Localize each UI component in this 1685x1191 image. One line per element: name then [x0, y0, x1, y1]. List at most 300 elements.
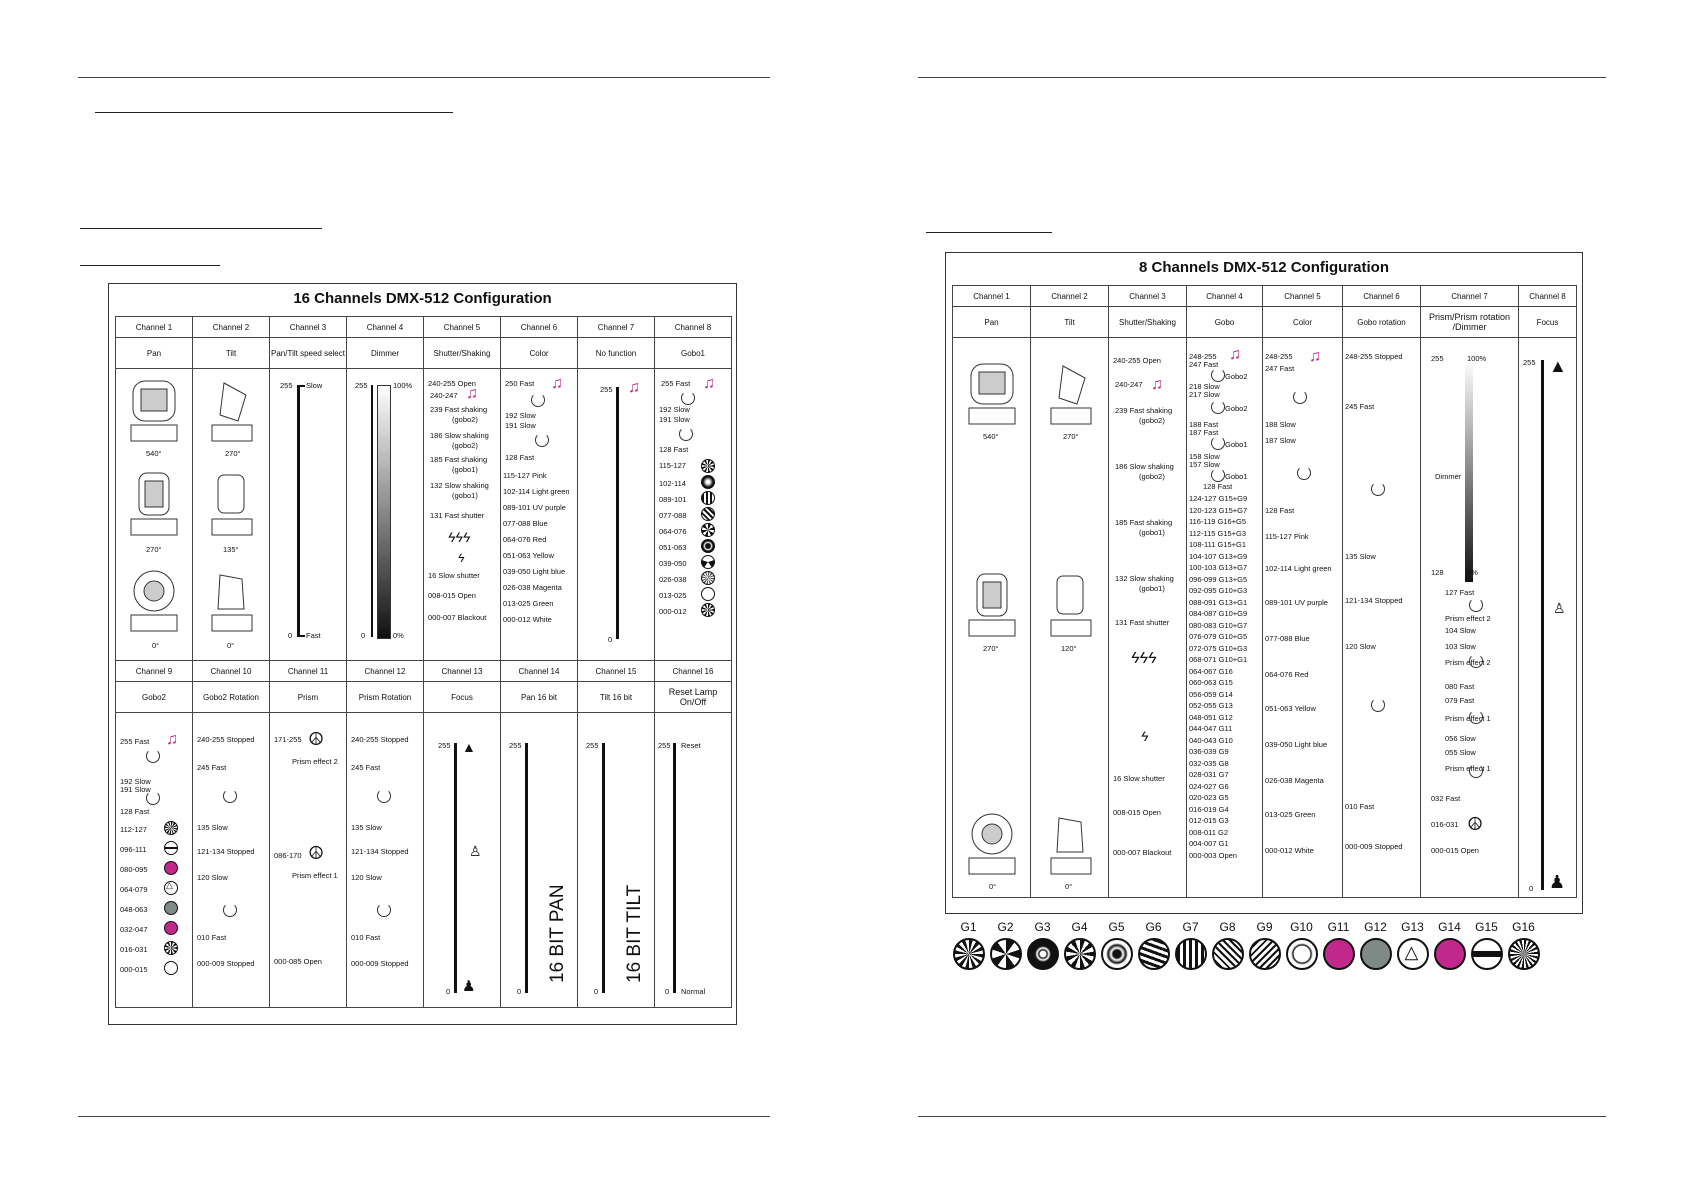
- shutter-value: (gobo2): [452, 415, 478, 424]
- gobo-legend-label: G6: [1145, 920, 1162, 934]
- shutter-value: 186 Slow shaking: [430, 431, 489, 440]
- gobo2-rotation-value: 135 Slow: [197, 823, 228, 832]
- name-pan16: Pan 16 bit: [501, 682, 578, 713]
- prism-value: Prism effect 2: [292, 757, 338, 766]
- dimmer-top-label: 100%: [393, 381, 413, 390]
- e-prism-cell: [1421, 338, 1519, 898]
- e-gobo-list-item: 000-003 Open: [1189, 850, 1237, 860]
- music-note-icon: ♫: [1151, 376, 1163, 393]
- triangle-icon: △: [166, 880, 173, 890]
- speed-tick: [297, 635, 305, 637]
- gobo-legend-item: [1357, 920, 1394, 970]
- gobo-g8-icon: [1212, 938, 1244, 970]
- e-gobo-list-item: 096-099 G13+G5: [1189, 574, 1248, 584]
- e-color-value: 077-088 Blue: [1265, 634, 1310, 643]
- shutter-value: 132 Slow shaking: [430, 481, 489, 490]
- gobo2-value: 064-079: [120, 885, 148, 894]
- e-header-ch7: Channel 7: [1421, 286, 1519, 307]
- rotation-arrow-icon: [1469, 598, 1483, 612]
- gobo-icon: [701, 475, 715, 489]
- e-gobo-list-item: 072-075 G10+G3: [1189, 643, 1248, 653]
- e-name-pan: Pan: [953, 307, 1031, 338]
- music-note-icon: ♫: [466, 385, 478, 402]
- gobo-g12-icon: [1360, 938, 1392, 970]
- lightning-icon: ϟϟϟ: [448, 529, 471, 545]
- fixture-icon: [125, 469, 183, 541]
- dimmer-bottom-label: 0%: [393, 631, 404, 640]
- rotation-arrow-icon: [1293, 390, 1307, 404]
- e-pan-cell: [953, 338, 1031, 898]
- fixture-icon: [1041, 358, 1099, 430]
- reset-bottom: 0: [665, 987, 670, 996]
- gobo-legend-item: [1024, 920, 1061, 970]
- e-focus-bar: [1541, 360, 1544, 890]
- speed-top-value: 255: [280, 381, 293, 390]
- tilt-angle-2: 135°: [223, 545, 239, 554]
- gobo-legend-label: G11: [1327, 920, 1350, 934]
- color-value: 026-038 Magenta: [503, 583, 562, 592]
- gobo2-value: 192 Slow: [120, 777, 151, 786]
- e-gobo-value: Gobo2: [1225, 372, 1248, 381]
- rotation-arrow-icon: [1469, 654, 1483, 668]
- e-pan-angle-3: 0°: [989, 882, 997, 891]
- shutter-value: 131 Fast shutter: [430, 511, 485, 520]
- e-shutter-value: 239 Fast shaking: [1115, 406, 1173, 415]
- gobo-g1-icon: [953, 938, 985, 970]
- music-note-icon: ♫: [1229, 346, 1241, 363]
- pan16-top: 255: [509, 741, 522, 750]
- gobo1-value: 051-063: [659, 543, 687, 552]
- color-value: 013-025 Green: [503, 599, 554, 608]
- e-color-value: 013-025 Green: [1265, 810, 1316, 819]
- e-shutter-value: 132 Slow shaking: [1115, 574, 1174, 583]
- reset-top: 255: [658, 741, 671, 750]
- gobo-icon: [701, 587, 715, 601]
- sixteen-channel-panel: [108, 283, 737, 1025]
- music-note-icon: ♫: [628, 379, 640, 396]
- tilt16-cell: [578, 713, 655, 1008]
- gobo-icon: [164, 861, 178, 875]
- color-value: 051-063 Yellow: [503, 551, 554, 560]
- prism-rotation-cell: [347, 713, 424, 1008]
- dimmer-cell: [347, 369, 424, 661]
- pan-angle-2: 270°: [146, 545, 162, 554]
- e-shutter-value: (gobo1): [1139, 528, 1165, 537]
- fixture-icon: [202, 375, 260, 447]
- e-gobo-list-item: 064-067 G16: [1189, 666, 1233, 676]
- shutter-cell: [424, 369, 501, 661]
- e-prism-value: 103 Slow: [1445, 642, 1476, 651]
- gobo-legend-label: G14: [1438, 920, 1461, 934]
- gobo1-value: 064-076: [659, 527, 687, 536]
- name-gobo2-rotation: Gobo2 Rotation: [193, 682, 270, 713]
- e-gobo-list-item: 020-023 G5: [1189, 793, 1229, 802]
- speed-top-label: Slow: [306, 381, 323, 390]
- color-cell: [501, 369, 578, 661]
- e-prism-value: Prism effect 2: [1445, 614, 1491, 623]
- gobo-icon: [701, 459, 715, 473]
- gobo-g11-icon: [1323, 938, 1355, 970]
- header-ch4: Channel 4: [347, 317, 424, 338]
- fixture-icon: [963, 808, 1021, 880]
- color-value: 102-114 Light green: [503, 487, 570, 496]
- gobo-legend-label: G2: [997, 920, 1014, 934]
- e-color-value: 115-127 Pink: [1265, 532, 1309, 541]
- e-gobo-list-item: 076-079 G10+G5: [1189, 632, 1248, 641]
- shutter-value: (gobo1): [452, 465, 478, 474]
- lightning-icon: ϟ: [1141, 728, 1149, 744]
- header-ch11: Channel 11: [270, 661, 347, 682]
- name-prism: Prism: [270, 682, 347, 713]
- color-value: 039-050 Light blue: [503, 567, 566, 576]
- bottom-rule-right: [918, 1116, 1606, 1117]
- dimmer-axis: [371, 385, 373, 637]
- prism-value: Prism effect 1: [292, 871, 338, 880]
- header-ch1: Channel 1: [116, 317, 193, 338]
- e-name-gobo-rotation: Gobo rotation: [1343, 307, 1421, 338]
- gobo2-rotation-value: 000-009 Stopped: [197, 959, 255, 968]
- prism-rotation-value: 121-134 Stopped: [351, 847, 409, 856]
- e-shutter-value: 131 Fast shutter: [1115, 618, 1170, 627]
- prism-cell: [270, 713, 347, 1008]
- e-header-ch6: Channel 6: [1343, 286, 1421, 307]
- e-gobo-list-item: 108-111 G15+G1: [1189, 540, 1247, 549]
- name-nofunction: No function: [578, 338, 655, 369]
- gobo-legend-item: [1394, 920, 1431, 970]
- rotation-arrow-icon: [1469, 764, 1483, 778]
- gobo2-rotation-value: 121-134 Stopped: [197, 847, 255, 856]
- name-gobo1: Gobo1: [655, 338, 732, 369]
- color-value: 128 Fast: [505, 453, 535, 462]
- e-gobo-value: 248-255: [1189, 352, 1217, 361]
- e-name-focus: Focus: [1519, 307, 1577, 338]
- e-name-prism: Prism/Prism rotation /Dimmer: [1421, 307, 1519, 338]
- fixture-icon: [963, 358, 1021, 430]
- e-prism-value: 128: [1431, 568, 1444, 577]
- e-gobo-rotation-value: 245 Fast: [1345, 402, 1375, 411]
- pan-cell: [116, 369, 193, 661]
- fixture-icon: [125, 565, 183, 637]
- gobo-legend-item: [1209, 920, 1246, 970]
- rotation-arrow-icon: [1371, 482, 1385, 496]
- e-header-ch4: Channel 4: [1187, 286, 1263, 307]
- rotation-arrow-icon: [681, 391, 695, 405]
- shutter-value: (gobo1): [452, 491, 478, 500]
- music-note-icon: ♫: [1309, 348, 1321, 365]
- e-gobo-value: 158 Slow: [1189, 452, 1220, 461]
- gobo2-rotation-value: 120 Slow: [197, 873, 228, 882]
- gobo-icon: [701, 507, 715, 521]
- gobo-legend-item: [1246, 920, 1283, 970]
- gobo1-value: 191 Slow: [659, 415, 690, 424]
- e-color-value: 128 Fast: [1265, 506, 1295, 515]
- e-prism-value: 0%: [1467, 568, 1478, 577]
- gobo2-value: 191 Slow: [120, 785, 151, 794]
- e-gobo-list-item: 124-127 G15+G9: [1189, 494, 1248, 503]
- e-gobo-value: 217 Slow: [1189, 390, 1220, 399]
- fixture-icon: [202, 469, 260, 541]
- e-shutter-value: 240-247: [1115, 380, 1143, 389]
- e-gobo-list-item: 008-011 G2: [1189, 827, 1229, 837]
- sixteen-table: [115, 316, 732, 1008]
- rotation-arrow-icon: [1211, 368, 1225, 382]
- speed-bar: [297, 385, 300, 637]
- speed-bottom-value: 0: [288, 631, 293, 640]
- e-gobo-rotation-value: 248-255 Stopped: [1345, 352, 1403, 361]
- e-gobo-list-item: 120-123 G15+G7: [1189, 505, 1248, 515]
- gobo-g4-icon: [1064, 938, 1096, 970]
- header-ch13: Channel 13: [424, 661, 501, 682]
- e-prism-value: 016-031: [1431, 820, 1459, 829]
- e-gobo-list-item: 084-087 G10+G9: [1189, 609, 1248, 618]
- e-shutter-cell: [1109, 338, 1187, 898]
- gobo-legend-item: [1431, 920, 1468, 970]
- gobo-g5-icon: [1101, 938, 1133, 970]
- e-gobo-list-item: 080-083 G10+G7: [1189, 620, 1248, 630]
- prism-value: 000-085 Open: [274, 957, 322, 966]
- e-prism-value: 104 Slow: [1445, 626, 1476, 635]
- top-rule-right: [918, 77, 1606, 78]
- eight-title: 8 Channels DMX-512 Configuration: [1138, 259, 1390, 276]
- e-gobo-cell: [1187, 338, 1263, 898]
- gobo-legend-item: [1135, 920, 1172, 970]
- tilt-angle-3: 0°: [227, 641, 235, 650]
- shutter-value: 239 Fast shaking: [430, 405, 488, 414]
- header-ch7: Channel 7: [578, 317, 655, 338]
- prism-rotation-value: 135 Slow: [351, 823, 382, 832]
- rotation-arrow-icon: [1211, 400, 1225, 414]
- reset-cell: [655, 713, 732, 1008]
- music-note-icon: ♫: [703, 375, 715, 392]
- e-color-value: 051-063 Yellow: [1265, 704, 1316, 713]
- header-ch14: Channel 14: [501, 661, 578, 682]
- e-shutter-value: 240-255 Open: [1113, 356, 1161, 365]
- gobo-icon: [701, 491, 715, 505]
- e-tilt-cell: [1031, 338, 1109, 898]
- e-gobo-list-item: 048-051 G12: [1189, 712, 1233, 722]
- e-shutter-value: 186 Slow shaking: [1115, 462, 1174, 471]
- gobo1-cell: [655, 369, 732, 661]
- fixture-icon: [202, 565, 260, 637]
- tilt16-bottom: 0: [594, 987, 599, 996]
- e-gobo-value: 187 Fast: [1189, 428, 1219, 437]
- e-gobo-value: 188 Fast: [1189, 420, 1219, 429]
- e-shutter-value: 185 Fast shaking: [1115, 518, 1173, 527]
- e-gobo-value: Gobo1: [1225, 440, 1248, 449]
- e-gobo-list-item: 036-039 G9: [1189, 747, 1229, 756]
- heading-underline-1: [95, 112, 453, 113]
- gobo-g15-icon: [1471, 938, 1503, 970]
- e-header-ch1: Channel 1: [953, 286, 1031, 307]
- gobo2-value: 048-063: [120, 905, 148, 914]
- color-value: 077-088 Blue: [503, 519, 548, 528]
- focus-bar: [454, 743, 457, 993]
- gobo2-value: 255 Fast: [120, 737, 150, 746]
- gobo-icon: [164, 901, 178, 915]
- gobo2-value: 032-047: [120, 925, 148, 934]
- e-gobo-rotation-cell: [1343, 338, 1421, 898]
- e-header-ch2: Channel 2: [1031, 286, 1109, 307]
- color-value: 192 Slow: [505, 411, 536, 420]
- fixture-icon: [1041, 808, 1099, 880]
- rotation-arrow-icon: [377, 789, 391, 803]
- fixture-icon: [1041, 570, 1099, 642]
- e-color-value: 064-076 Red: [1265, 670, 1309, 679]
- color-value: 089-101 UV purple: [503, 503, 566, 512]
- gobo-legend-item: [950, 920, 987, 970]
- gobo-icon: [701, 603, 715, 617]
- prism-icon: ☮: [308, 729, 325, 749]
- gobo-legend-label: G9: [1256, 920, 1273, 934]
- e-color-value: 187 Slow: [1265, 436, 1296, 445]
- e-tilt-angle-1: 270°: [1063, 432, 1079, 441]
- gobo-icon: [701, 539, 715, 553]
- e-gobo-rotation-value: 010 Fast: [1345, 802, 1375, 811]
- sixteen-title: 16 Channels DMX-512 Configuration: [293, 290, 552, 307]
- reset-bottom-label: Normal: [681, 987, 706, 996]
- e-gobo-value: 218 Slow: [1189, 382, 1220, 391]
- e-gobo-list-item: 016-019 G4: [1189, 804, 1229, 814]
- e-color-value: 102-114 Light green: [1265, 564, 1332, 573]
- gobo1-value: 115-127: [659, 461, 686, 470]
- e-focus-cell: [1519, 338, 1577, 898]
- name-focus: Focus: [424, 682, 501, 713]
- music-note-icon: ♫: [166, 731, 178, 748]
- e-prism-value: 032 Fast: [1431, 794, 1461, 803]
- focus-top: 255: [438, 741, 451, 750]
- gobo-icon: [164, 821, 178, 835]
- gobo-icon: [701, 555, 715, 569]
- e-prism-value: 255: [1431, 354, 1444, 363]
- mountain-icon: ▲: [1549, 356, 1567, 376]
- name-prism-rotation: Prism Rotation: [347, 682, 424, 713]
- shutter-value: 185 Fast shaking: [430, 455, 488, 464]
- gobo1-value: 039-050: [659, 559, 687, 568]
- e-gobo-rotation-value: 000-009 Stopped: [1345, 842, 1403, 851]
- gobo2-rotation-cell: [193, 713, 270, 1008]
- gobo1-value: 026-038: [659, 575, 687, 584]
- header-ch12: Channel 12: [347, 661, 424, 682]
- gobo2-value: 000-015: [120, 965, 148, 974]
- e-prism-value: 056 Slow: [1445, 734, 1476, 743]
- e-name-color: Color: [1263, 307, 1343, 338]
- e-gobo-list-item: 056-059 G14: [1189, 689, 1233, 699]
- gobo-icon: [701, 571, 715, 585]
- lightning-icon: ϟ: [458, 551, 465, 565]
- gobo-icon: [164, 961, 178, 975]
- e-gobo-value: 247 Fast: [1189, 360, 1219, 369]
- pan-angle-3: 0°: [152, 641, 160, 650]
- gobo1-value: 000-012: [659, 607, 687, 616]
- e-gobo-value: 128 Fast: [1203, 482, 1233, 491]
- e-gobo-list-item: 116-119 G16+G5: [1189, 517, 1247, 526]
- reset-bar: [673, 743, 676, 993]
- name-shutter: Shutter/Shaking: [424, 338, 501, 369]
- gobo-g16-icon: [1508, 938, 1540, 970]
- gobo-legend-item: [1505, 920, 1542, 970]
- name-tilt: Tilt: [193, 338, 270, 369]
- top-rule-left: [78, 77, 770, 78]
- rotation-arrow-icon: [1211, 468, 1225, 482]
- gobo-legend-label: G8: [1219, 920, 1236, 934]
- gobo-g14-icon: [1434, 938, 1466, 970]
- e-header-ch3: Channel 3: [1109, 286, 1187, 307]
- tilt16-bar: [602, 743, 605, 993]
- rotation-arrow-icon: [679, 427, 693, 441]
- e-prism-value: Prism effect 1: [1445, 714, 1491, 723]
- e-shutter-value: 16 Slow shutter: [1113, 774, 1165, 783]
- color-value: 064-076 Red: [503, 535, 547, 544]
- gobo2-value: 128 Fast: [120, 807, 150, 816]
- eight-table: [952, 285, 1577, 898]
- gobo-legend-label: G12: [1364, 920, 1387, 934]
- speed-cell: [270, 369, 347, 661]
- prism-rotation-value: 000-009 Stopped: [351, 959, 409, 968]
- gobo2-rotation-value: 010 Fast: [197, 933, 227, 942]
- name-speed: Pan/Tilt speed select: [270, 338, 347, 369]
- e-tilt-angle-3: 0°: [1065, 882, 1073, 891]
- e-color-cell: [1263, 338, 1343, 898]
- name-reset: Reset Lamp On/Off: [655, 682, 732, 713]
- gobo-g10-icon: [1286, 938, 1318, 970]
- gobo1-value: 013-025: [659, 591, 687, 600]
- gobo-legend-label: G1: [960, 920, 977, 934]
- rotation-arrow-icon: [535, 433, 549, 447]
- e-gobo-list-item: 004-007 G1: [1189, 839, 1229, 848]
- nofunction-bar: [616, 387, 619, 639]
- tilt-angle-1: 270°: [225, 449, 241, 458]
- eight-channel-panel: [945, 252, 1583, 914]
- rotation-arrow-icon: [1371, 698, 1385, 712]
- e-prism-value: 055 Slow: [1445, 748, 1476, 757]
- e-color-value: 247 Fast: [1265, 364, 1295, 373]
- name-dimmer: Dimmer: [347, 338, 424, 369]
- gobo-icon: [164, 841, 178, 855]
- header-ch6: Channel 6: [501, 317, 578, 338]
- header-ch10: Channel 10: [193, 661, 270, 682]
- gobo2-value: 016-031: [120, 945, 148, 954]
- gobo-legend-item: [1061, 920, 1098, 970]
- e-gobo-value: Gobo1: [1225, 472, 1248, 481]
- rotation-arrow-icon: [1469, 710, 1483, 724]
- gobo-legend-label: G15: [1475, 920, 1498, 934]
- e-gobo-rotation-value: 135 Slow: [1345, 552, 1376, 561]
- gobo1-value: 077-088: [659, 511, 687, 520]
- e-focus-top: 255: [1523, 358, 1536, 367]
- header-ch9: Channel 9: [116, 661, 193, 682]
- header-ch16: Channel 16: [655, 661, 732, 682]
- gobo-legend-label: G5: [1108, 920, 1125, 934]
- header-ch8: Channel 8: [655, 317, 732, 338]
- speed-tick: [297, 385, 305, 387]
- e-gobo-list-item: 040-043 G10: [1189, 735, 1233, 745]
- e-shutter-value: (gobo2): [1139, 472, 1165, 481]
- gobo-legend-item: [1172, 920, 1209, 970]
- e-gobo-value: Gobo2: [1225, 404, 1248, 413]
- gobo-g13-icon: △: [1397, 938, 1429, 970]
- fixture-icon: [963, 570, 1021, 642]
- e-prism-value: 000-015 Open: [1431, 846, 1479, 855]
- shutter-value: 000-007 Blackout: [428, 613, 487, 622]
- e-name-tilt: Tilt: [1031, 307, 1109, 338]
- rotation-arrow-icon: [223, 903, 237, 917]
- speed-bottom-label: Fast: [306, 631, 321, 640]
- nofunction-cell: [578, 369, 655, 661]
- prism-rotation-value: 120 Slow: [351, 873, 382, 882]
- prism-rotation-value: 010 Fast: [351, 933, 381, 942]
- header-ch15: Channel 15: [578, 661, 655, 682]
- gobo-legend-label: G13: [1401, 920, 1424, 934]
